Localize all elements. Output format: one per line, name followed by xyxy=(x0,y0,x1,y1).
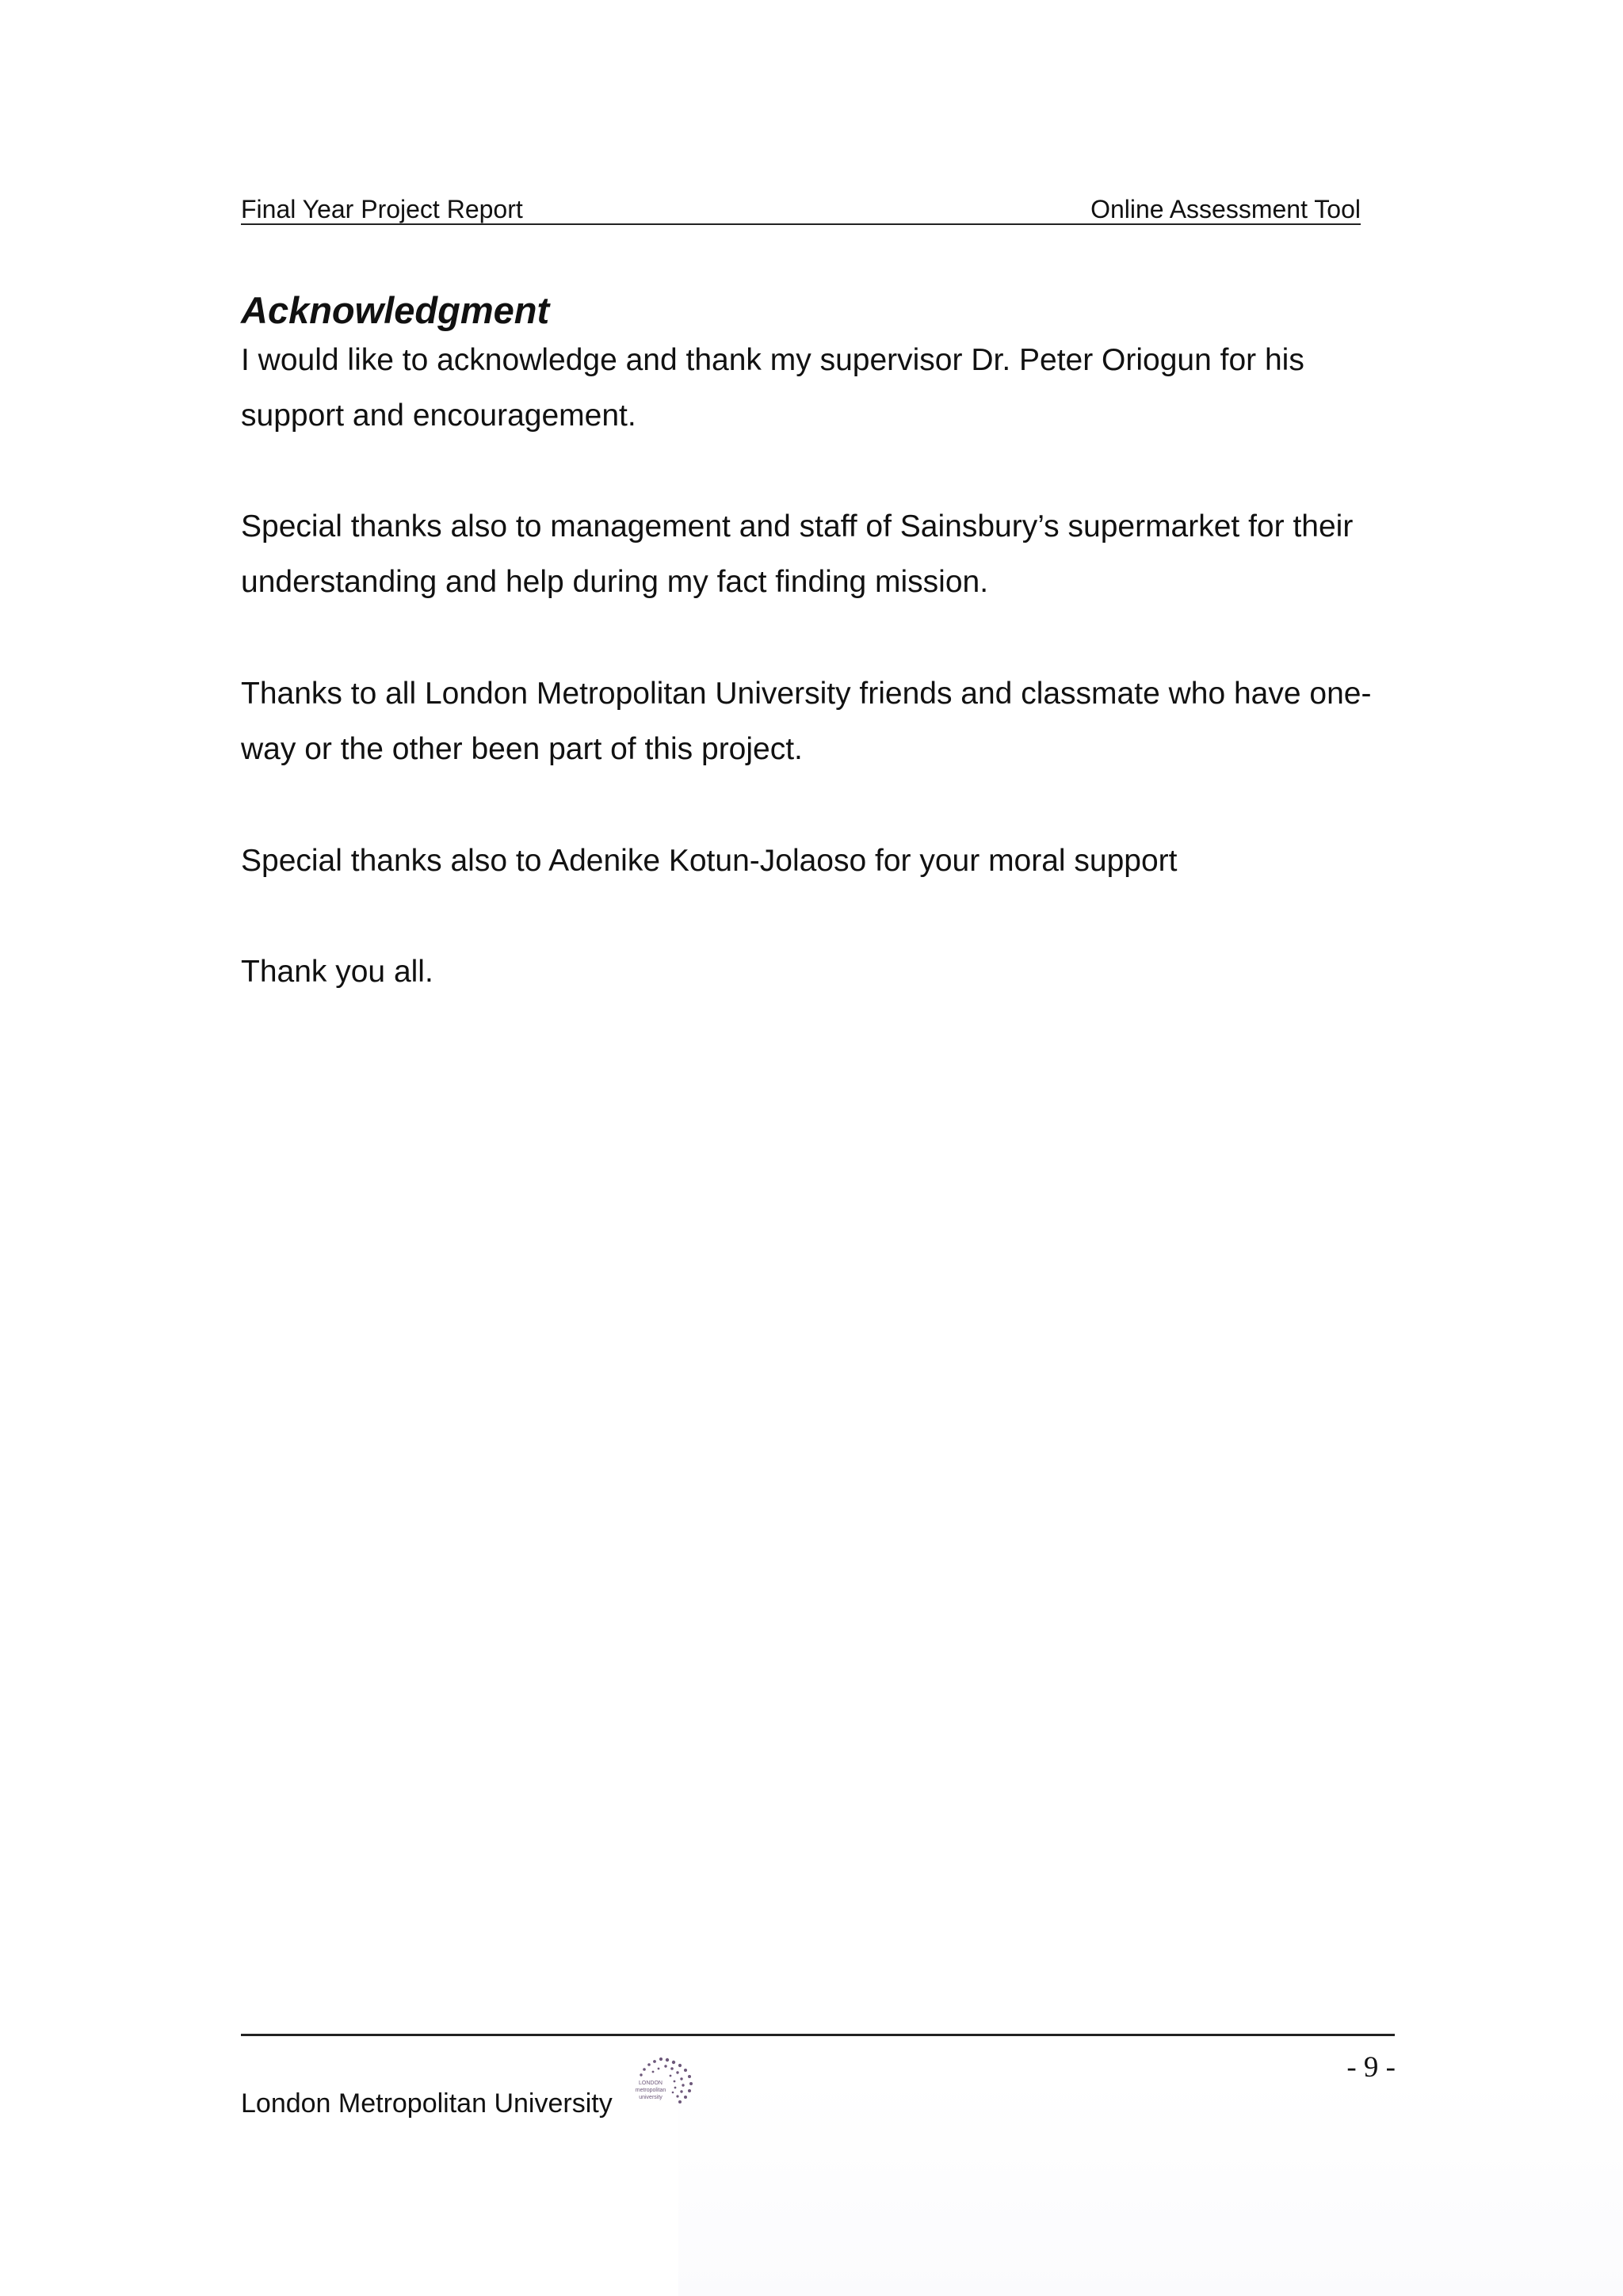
acknowledgment-paragraph-5: Thank you all. xyxy=(241,955,433,989)
acknowledgment-paragraph-4: Special thanks also to Adenike Kotun-Jolaoso for your moral support xyxy=(241,844,1178,878)
header-left-text: Final Year Project Report xyxy=(241,195,523,223)
header-right-text: Online Assessment Tool xyxy=(1090,195,1361,223)
acknowledgment-paragraph-2: Special thanks also to management and staff of Sainsbury’s supermarket for their understanding and help during my fact finding mission. xyxy=(241,509,1354,599)
page-number: - 9 - xyxy=(1346,2051,1396,2084)
logo-text-line-3: university xyxy=(639,2095,663,2100)
acknowledgment-paragraph-3: Thanks to all London Metropolitan University friends and classmate who have one-way or the other been part of this project. xyxy=(241,677,1372,766)
footer-university-label: London Metropolitan University xyxy=(241,2088,613,2119)
page-header xyxy=(241,192,1361,225)
acknowledgment-heading: Acknowledgment xyxy=(241,289,550,331)
logo-text-line-1: LONDON xyxy=(639,2081,663,2086)
logo-text-line-2: metropolitan xyxy=(635,2088,666,2093)
footer-divider xyxy=(241,2034,1395,2036)
acknowledgment-paragraph-1: I would like to acknowledge and thank my supervisor Dr. Peter Oriogun for his support and encouragement. xyxy=(241,343,1304,433)
page-shade xyxy=(678,2076,1623,2296)
university-logo-icon xyxy=(620,2055,701,2107)
